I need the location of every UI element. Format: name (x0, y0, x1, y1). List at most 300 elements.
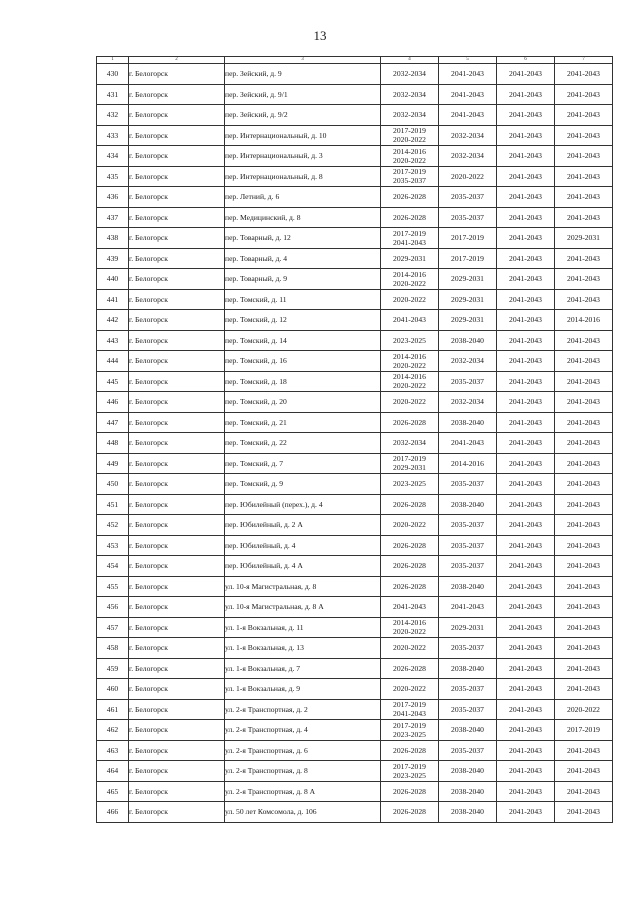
city-cell: г. Белогорск (129, 351, 225, 372)
period-cell-col4 (381, 720, 439, 741)
city-cell: г. Белогорск (129, 371, 225, 392)
address-cell: пер. Интернациональный, д. 8 (225, 166, 381, 187)
period-cell-col4 (381, 638, 439, 659)
column-number: 4 (381, 57, 439, 64)
period-cell-col7: 2041-2043 (555, 84, 613, 105)
period-cell-col4 (381, 494, 439, 515)
period-cell-col7: 2041-2043 (555, 412, 613, 433)
address-cell: ул. 50 лет Комсомола, д. 106 (225, 802, 381, 823)
table-row (97, 433, 613, 454)
period-cell-col5: 2041-2043 (439, 64, 497, 85)
city-cell: г. Белогорск (129, 576, 225, 597)
period-cell-col6: 2041-2043 (497, 105, 555, 126)
period-value: 2026-2028 (393, 499, 426, 509)
period-cell-col4 (381, 105, 439, 126)
row-number: 442 (97, 310, 129, 331)
row-number: 462 (97, 720, 129, 741)
address-cell: пер. Зейский, д. 9 (225, 64, 381, 85)
period-cell-col6: 2041-2043 (497, 433, 555, 454)
period-cell-col4 (381, 576, 439, 597)
period-cell-col4 (381, 597, 439, 618)
period-value: 2032-2034 (393, 89, 426, 99)
table-row (97, 720, 613, 741)
period-cell-col5: 2038-2040 (439, 802, 497, 823)
period-cell-col5: 2029-2031 (439, 310, 497, 331)
row-number: 459 (97, 658, 129, 679)
period-value: 2026-2028 (393, 663, 426, 673)
period-cell-col7: 2041-2043 (555, 617, 613, 638)
period-cell-col5: 2038-2040 (439, 761, 497, 782)
period-cell-col6: 2041-2043 (497, 228, 555, 249)
period-cell-col4 (381, 248, 439, 269)
row-number: 457 (97, 617, 129, 638)
table-row (97, 617, 613, 638)
address-cell: ул. 10-я Магистральная, д. 8 (225, 576, 381, 597)
period-cell-col6: 2041-2043 (497, 453, 555, 474)
period-value: 2020-2022 (393, 360, 426, 370)
city-cell: г. Белогорск (129, 597, 225, 618)
table-row (97, 679, 613, 700)
city-cell: г. Белогорск (129, 638, 225, 659)
period-cell-col5: 2032-2034 (439, 351, 497, 372)
address-cell: ул. 1-я Вокзальная, д. 11 (225, 617, 381, 638)
period-cell-col5: 2032-2034 (439, 146, 497, 167)
period-cell-col4 (381, 658, 439, 679)
address-cell: пер. Томский, д. 22 (225, 433, 381, 454)
period-cell-col5: 2035-2037 (439, 740, 497, 761)
address-cell: пер. Товарный, д. 4 (225, 248, 381, 269)
period-value: 2014-2016 (393, 618, 426, 628)
period-value: 2017-2019 (393, 228, 426, 238)
city-cell: г. Белогорск (129, 248, 225, 269)
period-cell-col7: 2041-2043 (555, 269, 613, 290)
period-cell-col4 (381, 474, 439, 495)
table-row (97, 494, 613, 515)
row-number: 447 (97, 412, 129, 433)
period-cell-col7: 2041-2043 (555, 248, 613, 269)
row-number: 460 (97, 679, 129, 700)
city-cell: г. Белогорск (129, 105, 225, 126)
city-cell: г. Белогорск (129, 187, 225, 208)
period-value: 2035-2037 (393, 176, 426, 186)
period-value: 2017-2019 (393, 761, 426, 771)
row-number: 455 (97, 576, 129, 597)
address-cell: ул. 2-я Транспортная, д. 8 А (225, 781, 381, 802)
period-cell-col4 (381, 125, 439, 146)
period-cell-col4 (381, 330, 439, 351)
period-value: 2023-2025 (393, 335, 426, 345)
period-cell-col6: 2041-2043 (497, 638, 555, 659)
table-row (97, 351, 613, 372)
row-number: 439 (97, 248, 129, 269)
row-number: 435 (97, 166, 129, 187)
period-value: 2023-2025 (393, 479, 426, 489)
row-number: 444 (97, 351, 129, 372)
period-cell-col4 (381, 187, 439, 208)
period-cell-col7: 2041-2043 (555, 371, 613, 392)
period-cell-col5: 2035-2037 (439, 535, 497, 556)
period-cell-col5: 2029-2031 (439, 289, 497, 310)
period-cell-col7: 2041-2043 (555, 515, 613, 536)
period-cell-col6: 2041-2043 (497, 392, 555, 413)
period-cell-col4 (381, 392, 439, 413)
table-row (97, 802, 613, 823)
period-cell-col6: 2041-2043 (497, 371, 555, 392)
row-number: 445 (97, 371, 129, 392)
period-cell-col7: 2041-2043 (555, 535, 613, 556)
city-cell: г. Белогорск (129, 146, 225, 167)
period-value: 2026-2028 (393, 540, 426, 550)
period-cell-col5: 2041-2043 (439, 433, 497, 454)
table-row (97, 597, 613, 618)
period-cell-col5: 2041-2043 (439, 597, 497, 618)
period-cell-col4 (381, 289, 439, 310)
period-cell-col6: 2041-2043 (497, 412, 555, 433)
period-cell-col7: 2041-2043 (555, 494, 613, 515)
row-number: 438 (97, 228, 129, 249)
period-cell-col4 (381, 802, 439, 823)
period-value: 2017-2019 (393, 720, 426, 730)
column-number: 5 (439, 57, 497, 64)
period-cell-col6: 2041-2043 (497, 351, 555, 372)
period-value: 2020-2022 (393, 397, 426, 407)
period-cell-col5: 2035-2037 (439, 679, 497, 700)
period-cell-col5: 2014-2016 (439, 453, 497, 474)
table-row (97, 740, 613, 761)
city-cell: г. Белогорск (129, 269, 225, 290)
address-cell: пер. Томский, д. 12 (225, 310, 381, 331)
period-value: 2026-2028 (393, 807, 426, 817)
period-cell-col7: 2041-2043 (555, 330, 613, 351)
period-cell-col6: 2041-2043 (497, 474, 555, 495)
period-value: 2017-2019 (393, 700, 426, 710)
period-cell-col6: 2041-2043 (497, 617, 555, 638)
period-cell-col6: 2041-2043 (497, 576, 555, 597)
row-number: 443 (97, 330, 129, 351)
table-row (97, 699, 613, 720)
column-number-row (97, 57, 613, 64)
address-cell: пер. Томский, д. 16 (225, 351, 381, 372)
period-cell-col4 (381, 146, 439, 167)
period-value: 2020-2022 (393, 155, 426, 165)
period-cell-col5: 2041-2043 (439, 105, 497, 126)
period-cell-col4 (381, 679, 439, 700)
city-cell: г. Белогорск (129, 781, 225, 802)
period-cell-col6: 2041-2043 (497, 535, 555, 556)
period-cell-col6: 2041-2043 (497, 761, 555, 782)
row-number: 441 (97, 289, 129, 310)
page-number: 13 (313, 28, 327, 43)
period-cell-col7: 2020-2022 (555, 699, 613, 720)
city-cell: г. Белогорск (129, 412, 225, 433)
period-value: 2029-2031 (393, 463, 426, 473)
period-cell-col4 (381, 781, 439, 802)
period-cell-col4 (381, 310, 439, 331)
period-cell-col7: 2041-2043 (555, 105, 613, 126)
period-value: 2026-2028 (393, 561, 426, 571)
address-cell: пер. Интернациональный, д. 3 (225, 146, 381, 167)
period-cell-col6: 2041-2043 (497, 269, 555, 290)
city-cell: г. Белогорск (129, 125, 225, 146)
period-cell-col7: 2041-2043 (555, 781, 613, 802)
row-number: 436 (97, 187, 129, 208)
address-cell: пер. Медицинский, д. 8 (225, 207, 381, 228)
period-cell-col5: 2038-2040 (439, 720, 497, 741)
period-value: 2014-2016 (393, 351, 426, 361)
row-number: 434 (97, 146, 129, 167)
table-row (97, 392, 613, 413)
address-cell: пер. Томский, д. 14 (225, 330, 381, 351)
row-number: 452 (97, 515, 129, 536)
period-cell-col6: 2041-2043 (497, 515, 555, 536)
city-cell: г. Белогорск (129, 228, 225, 249)
address-cell: пер. Томский, д. 7 (225, 453, 381, 474)
address-cell: ул. 1-я Вокзальная, д. 13 (225, 638, 381, 659)
period-value: 2041-2043 (393, 602, 426, 612)
period-cell-col4 (381, 453, 439, 474)
period-cell-col7: 2041-2043 (555, 351, 613, 372)
period-cell-col5: 2029-2031 (439, 269, 497, 290)
row-number: 464 (97, 761, 129, 782)
table-row (97, 146, 613, 167)
period-cell-col4 (381, 535, 439, 556)
city-cell: г. Белогорск (129, 720, 225, 741)
period-cell-col5: 2035-2037 (439, 638, 497, 659)
address-cell: пер. Зейский, д. 9/2 (225, 105, 381, 126)
period-cell-col4 (381, 556, 439, 577)
city-cell: г. Белогорск (129, 433, 225, 454)
period-cell-col4 (381, 740, 439, 761)
period-cell-col5: 2029-2031 (439, 617, 497, 638)
city-cell: г. Белогорск (129, 515, 225, 536)
city-cell: г. Белогорск (129, 453, 225, 474)
period-cell-col4 (381, 228, 439, 249)
period-value: 2026-2028 (393, 745, 426, 755)
city-cell: г. Белогорск (129, 474, 225, 495)
period-cell-col6: 2041-2043 (497, 597, 555, 618)
period-value: 2026-2028 (393, 581, 426, 591)
table-row (97, 781, 613, 802)
period-cell-col7: 2041-2043 (555, 556, 613, 577)
period-cell-col7: 2014-2016 (555, 310, 613, 331)
city-cell: г. Белогорск (129, 617, 225, 638)
period-value: 2017-2019 (393, 126, 426, 136)
address-cell: пер. Товарный, д. 12 (225, 228, 381, 249)
period-value: 2020-2022 (393, 643, 426, 653)
period-cell-col4 (381, 166, 439, 187)
city-cell: г. Белогорск (129, 207, 225, 228)
period-cell-col6: 2041-2043 (497, 310, 555, 331)
period-value: 2041-2043 (393, 237, 426, 247)
period-cell-col5: 2038-2040 (439, 412, 497, 433)
period-cell-col6: 2041-2043 (497, 84, 555, 105)
period-cell-col5: 2032-2034 (439, 125, 497, 146)
period-cell-col6: 2041-2043 (497, 146, 555, 167)
period-cell-col6: 2041-2043 (497, 781, 555, 802)
period-cell-col5: 2038-2040 (439, 658, 497, 679)
period-value: 2014-2016 (393, 146, 426, 156)
period-value: 2020-2022 (393, 627, 426, 637)
city-cell: г. Белогорск (129, 84, 225, 105)
table-row (97, 125, 613, 146)
address-cell: ул. 2-я Транспортная, д. 6 (225, 740, 381, 761)
row-number: 453 (97, 535, 129, 556)
city-cell: г. Белогорск (129, 699, 225, 720)
period-cell-col7: 2041-2043 (555, 289, 613, 310)
period-cell-col7: 2041-2043 (555, 597, 613, 618)
table-row (97, 535, 613, 556)
period-cell-col4 (381, 433, 439, 454)
period-cell-col7: 2041-2043 (555, 64, 613, 85)
period-value: 2014-2016 (393, 372, 426, 382)
address-cell: пер. Томский, д. 18 (225, 371, 381, 392)
row-number: 433 (97, 125, 129, 146)
row-number: 432 (97, 105, 129, 126)
period-value: 2014-2016 (393, 269, 426, 279)
period-cell-col6: 2041-2043 (497, 125, 555, 146)
period-cell-col7: 2041-2043 (555, 207, 613, 228)
period-cell-col4 (381, 371, 439, 392)
address-cell: ул. 1-я Вокзальная, д. 7 (225, 658, 381, 679)
period-cell-col7: 2041-2043 (555, 392, 613, 413)
period-cell-col7: 2029-2031 (555, 228, 613, 249)
row-number: 461 (97, 699, 129, 720)
housing-registry-table (96, 56, 613, 823)
period-cell-col5: 2020-2022 (439, 166, 497, 187)
period-cell-col5: 2035-2037 (439, 515, 497, 536)
period-value: 2041-2043 (393, 709, 426, 719)
period-cell-col5: 2035-2037 (439, 474, 497, 495)
period-cell-col4 (381, 351, 439, 372)
period-cell-col6: 2041-2043 (497, 289, 555, 310)
period-cell-col6: 2041-2043 (497, 802, 555, 823)
period-cell-col6: 2041-2043 (497, 556, 555, 577)
period-cell-col7: 2041-2043 (555, 187, 613, 208)
row-number: 440 (97, 269, 129, 290)
period-cell-col4 (381, 761, 439, 782)
period-cell-col4 (381, 207, 439, 228)
city-cell: г. Белогорск (129, 556, 225, 577)
city-cell: г. Белогорск (129, 310, 225, 331)
period-cell-col6: 2041-2043 (497, 64, 555, 85)
period-value: 2026-2028 (393, 192, 426, 202)
table-row (97, 228, 613, 249)
table-body (97, 57, 613, 823)
address-cell: пер. Зейский, д. 9/1 (225, 84, 381, 105)
row-number: 430 (97, 64, 129, 85)
period-value: 2020-2022 (393, 684, 426, 694)
row-number: 463 (97, 740, 129, 761)
period-cell-col4 (381, 515, 439, 536)
period-cell-col5: 2038-2040 (439, 781, 497, 802)
table-row (97, 310, 613, 331)
period-cell-col5: 2035-2037 (439, 187, 497, 208)
address-cell: ул. 10-я Магистральная, д. 8 А (225, 597, 381, 618)
city-cell: г. Белогорск (129, 166, 225, 187)
period-value: 2023-2025 (393, 770, 426, 780)
period-cell-col7: 2041-2043 (555, 453, 613, 474)
period-value: 2026-2028 (393, 417, 426, 427)
period-cell-col4 (381, 699, 439, 720)
period-cell-col6: 2041-2043 (497, 720, 555, 741)
period-cell-col6: 2041-2043 (497, 699, 555, 720)
address-cell: пер. Юбилейный, д. 4 А (225, 556, 381, 577)
row-number: 454 (97, 556, 129, 577)
period-cell-col7: 2041-2043 (555, 166, 613, 187)
address-cell: пер. Летний, д. 6 (225, 187, 381, 208)
column-number: 1 (97, 57, 129, 64)
period-cell-col4 (381, 269, 439, 290)
table-row (97, 371, 613, 392)
row-number: 451 (97, 494, 129, 515)
row-number: 456 (97, 597, 129, 618)
address-cell: пер. Томский, д. 9 (225, 474, 381, 495)
period-cell-col5: 2035-2037 (439, 371, 497, 392)
period-value: 2026-2028 (393, 786, 426, 796)
table-row (97, 474, 613, 495)
table-row (97, 638, 613, 659)
table-row (97, 289, 613, 310)
city-cell: г. Белогорск (129, 740, 225, 761)
table-row (97, 84, 613, 105)
table-row (97, 556, 613, 577)
period-cell-col7: 2041-2043 (555, 576, 613, 597)
period-cell-col5: 2038-2040 (439, 330, 497, 351)
address-cell: ул. 2-я Транспортная, д. 2 (225, 699, 381, 720)
column-number: 2 (129, 57, 225, 64)
row-number: 446 (97, 392, 129, 413)
period-cell-col7: 2041-2043 (555, 433, 613, 454)
city-cell: г. Белогорск (129, 64, 225, 85)
table-row (97, 248, 613, 269)
period-cell-col4 (381, 617, 439, 638)
period-cell-col7: 2041-2043 (555, 740, 613, 761)
row-number: 466 (97, 802, 129, 823)
address-cell: ул. 2-я Транспортная, д. 4 (225, 720, 381, 741)
address-cell: пер. Товарный, д. 9 (225, 269, 381, 290)
row-number: 431 (97, 84, 129, 105)
period-value: 2041-2043 (393, 315, 426, 325)
address-cell: пер. Томский, д. 20 (225, 392, 381, 413)
table-row (97, 64, 613, 85)
period-value: 2026-2028 (393, 212, 426, 222)
table-row (97, 187, 613, 208)
table-row (97, 105, 613, 126)
period-cell-col6: 2041-2043 (497, 494, 555, 515)
table-row (97, 453, 613, 474)
address-cell: пер. Томский, д. 21 (225, 412, 381, 433)
address-cell: ул. 2-я Транспортная, д. 8 (225, 761, 381, 782)
row-number: 449 (97, 453, 129, 474)
period-value: 2020-2022 (393, 520, 426, 530)
row-number: 448 (97, 433, 129, 454)
city-cell: г. Белогорск (129, 330, 225, 351)
period-cell-col7: 2041-2043 (555, 802, 613, 823)
period-cell-col6: 2041-2043 (497, 658, 555, 679)
period-cell-col6: 2041-2043 (497, 740, 555, 761)
row-number: 437 (97, 207, 129, 228)
period-cell-col4 (381, 64, 439, 85)
period-cell-col5: 2038-2040 (439, 494, 497, 515)
period-cell-col5: 2017-2019 (439, 228, 497, 249)
period-cell-col6: 2041-2043 (497, 248, 555, 269)
period-cell-col5: 2041-2043 (439, 84, 497, 105)
city-cell: г. Белогорск (129, 494, 225, 515)
row-number: 458 (97, 638, 129, 659)
row-number: 465 (97, 781, 129, 802)
period-cell-col7: 2017-2019 (555, 720, 613, 741)
table-row (97, 207, 613, 228)
